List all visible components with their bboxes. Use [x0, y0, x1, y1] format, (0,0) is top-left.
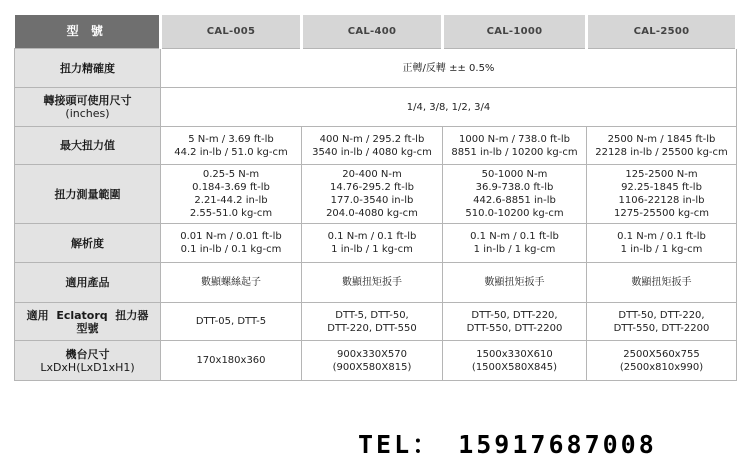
measure-range-cell [161, 165, 302, 224]
cell-line: 44.2 in-lb / 51.0 kg-cm [174, 146, 288, 158]
cell-line: DTT-220, DTT-550 [327, 322, 417, 334]
compatible-models-row [15, 303, 737, 341]
products-cell: 數顯扭矩扳手 [443, 263, 587, 303]
cell-line: 400 N-m / 295.2 ft-lb [319, 133, 425, 145]
max-torque-row [15, 127, 737, 165]
cell-line: 170x180x360 [196, 355, 266, 366]
cell-line: 2.21-44.2 in-lb [194, 195, 268, 206]
drive-size-label [15, 88, 161, 127]
cell-line: 1 in-lb / 1 kg-cm [620, 244, 703, 255]
compatible-models-label-line: 適用 Eclatorq 扭力器 [26, 308, 149, 322]
cell-line: 92.25-1845 ft-lb [621, 182, 702, 193]
cell-line: 1 in-lb / 1 kg-cm [331, 244, 413, 255]
cell-line: 2500 N-m / 1845 ft-lb [607, 133, 716, 145]
dimensions-row [15, 341, 737, 381]
model-cal-1000-header: CAL-1000 [443, 15, 587, 49]
measure-range-cell [302, 165, 443, 224]
drive-size-label-unit: (inches) [65, 107, 110, 120]
resolution-cell [302, 224, 443, 263]
products-cell: 數顯扭矩扳手 [302, 263, 443, 303]
cell-line: 0.1 N-m / 0.1 ft-lb [327, 231, 417, 242]
cell-line: 0.1 in-lb / 0.1 kg-cm [180, 244, 282, 255]
max-torque-cell [443, 127, 587, 165]
dimensions-cell [161, 341, 302, 381]
measure-range-label: 扭力測量範圍 [15, 165, 161, 224]
cell-line: 2500X560x755 [623, 348, 700, 360]
cell-line: 5 N-m / 3.69 ft-lb [188, 133, 274, 145]
model-header-label: 型 號 [15, 15, 161, 49]
cell-line: DTT-550, DTT-2200 [466, 322, 563, 334]
cell-line: 1 in-lb / 1 kg-cm [473, 244, 556, 255]
resolution-label: 解析度 [15, 224, 161, 263]
compatible-models-cell [161, 303, 302, 341]
cell-line: (1500X580X845) [471, 361, 558, 373]
accuracy-value: 正轉/反轉 ±± 0.5% [161, 49, 737, 88]
measure-range-row [15, 165, 737, 224]
cell-line: 0.184-3.69 ft-lb [192, 182, 270, 193]
compatible-models-label [15, 303, 161, 341]
measure-range-cell [587, 165, 737, 224]
cell-line: 1000 N-m / 738.0 ft-lb [459, 133, 570, 145]
model-cal-005-header: CAL-005 [161, 15, 302, 49]
header-row [15, 15, 737, 49]
compatible-models-cell [443, 303, 587, 341]
cell-line: 50-1000 N-m [481, 169, 548, 180]
cell-line: 442.6-8851 in-lb [473, 195, 556, 206]
cell-line: 3540 in-lb / 4080 kg-cm [312, 146, 432, 158]
drive-size-label-line: 轉接頭可使用尺寸 [43, 94, 132, 107]
max-torque-cell [302, 127, 443, 165]
dimensions-label-line: LxDxH(LxD1xH1) [40, 360, 135, 374]
cell-line: 36.9-738.0 ft-lb [475, 182, 554, 193]
cell-line: 2.55-51.0 kg-cm [189, 208, 273, 219]
cell-line: 14.76-295.2 ft-lb [329, 182, 415, 193]
compatible-models-cell [587, 303, 737, 341]
dimensions-label-line: 機台尺寸 [65, 347, 110, 361]
cell-line: 22128 in-lb / 25500 kg-cm [595, 146, 728, 158]
cell-line: DTT-50, DTT-220, [618, 309, 705, 321]
resolution-cell [587, 224, 737, 263]
cell-line: 1500x330X610 [476, 348, 553, 360]
max-torque-cell [161, 127, 302, 165]
accuracy-label: 扭力精確度 [15, 49, 161, 88]
cell-line: DTT-50, DTT-220, [471, 309, 558, 321]
cell-line: 0.1 N-m / 0.1 ft-lb [617, 231, 706, 242]
cell-line: 0.1 N-m / 0.1 ft-lb [470, 231, 559, 242]
cell-line: 125-2500 N-m [625, 169, 698, 180]
compatible-models-cell [302, 303, 443, 341]
accuracy-row [15, 49, 737, 88]
model-cal-400-header: CAL-400 [302, 15, 443, 49]
dimensions-cell [443, 341, 587, 381]
cell-line: DTT-550, DTT-2200 [613, 322, 710, 334]
contact-phone: TEL： 15917687008 [358, 430, 657, 459]
cell-line: 0.01 N-m / 0.01 ft-lb [180, 231, 282, 242]
cell-line: (2500x810x990) [619, 361, 704, 373]
cell-line: 0.25-5 N-m [202, 169, 260, 180]
cell-line: 8851 in-lb / 10200 kg-cm [451, 146, 578, 158]
cell-line: 900x330X570 [336, 348, 408, 360]
dimensions-label [15, 341, 161, 381]
resolution-cell [161, 224, 302, 263]
drive-size-value: 1/4, 3/8, 1/2, 3/4 [161, 88, 737, 127]
products-cell: 數顯扭矩扳手 [587, 263, 737, 303]
products-label: 適用產品 [15, 263, 161, 303]
max-torque-cell [587, 127, 737, 165]
cell-line: DTT-5, DTT-50, [335, 309, 409, 321]
drive-size-row [15, 88, 737, 127]
cell-line: 204.0-4080 kg-cm [326, 208, 418, 219]
compatible-models-label-line: 型號 [76, 321, 99, 335]
cell-line: 1275-25500 kg-cm [613, 208, 710, 219]
cell-line: (900X580X815) [332, 361, 412, 373]
products-row [15, 263, 737, 303]
dimensions-cell [302, 341, 443, 381]
cell-line: 1106-22128 in-lb [618, 195, 705, 206]
cell-line: 510.0-10200 kg-cm [465, 208, 564, 219]
resolution-cell [443, 224, 587, 263]
cell-line: 20-400 N-m [342, 169, 402, 180]
dimensions-cell [587, 341, 737, 381]
resolution-row [15, 224, 737, 263]
measure-range-cell [443, 165, 587, 224]
cell-line: 177.0-3540 in-lb [330, 195, 414, 206]
max-torque-label: 最大扭力值 [15, 127, 161, 165]
model-cal-2500-header: CAL-2500 [587, 15, 737, 49]
cell-line: DTT-05, DTT-5 [195, 316, 267, 327]
spec-table [14, 15, 738, 381]
products-cell: 數顯螺絲起子 [161, 263, 302, 303]
